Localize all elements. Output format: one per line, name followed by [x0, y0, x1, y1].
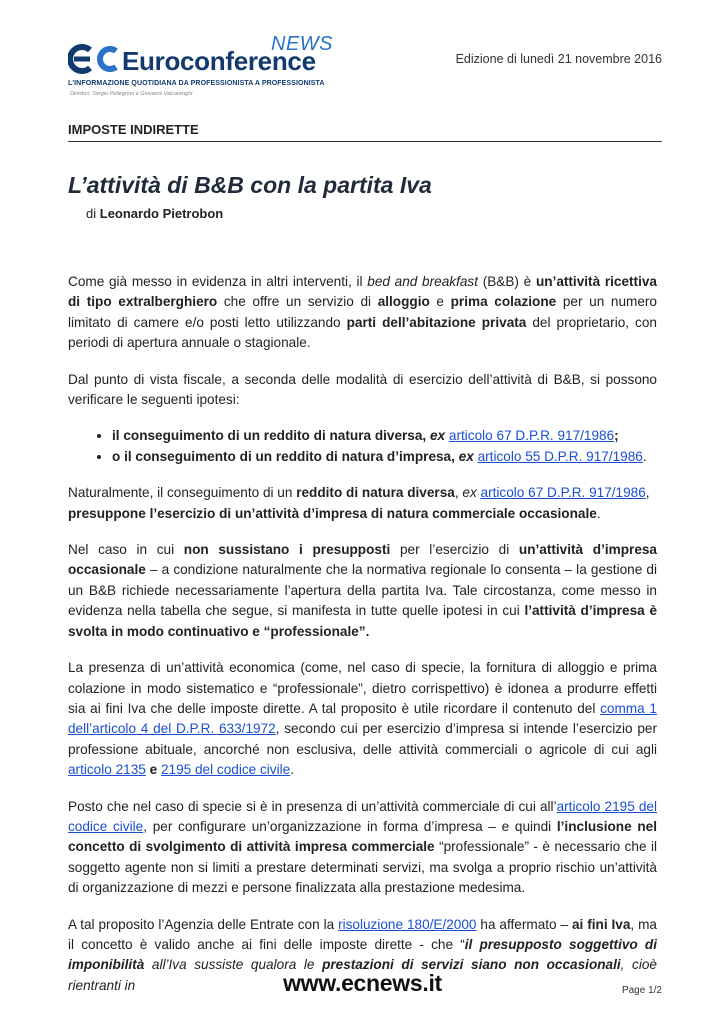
byline-prefix: di	[86, 206, 97, 221]
text-bold: alloggio	[377, 294, 430, 310]
text-bold: prima colazione	[450, 294, 557, 310]
text: ,	[454, 485, 463, 501]
page-header	[68, 33, 662, 106]
text: e	[429, 294, 451, 310]
list-item	[112, 426, 657, 446]
text-italic: bed and breakfast	[367, 274, 478, 289]
text-bold: non sussistano i presupposti	[183, 542, 391, 558]
author-name: Leonardo Pietrobon	[99, 206, 224, 221]
text-bold: ai fini Iva	[571, 916, 631, 932]
link-articolo-67[interactable]: articolo 67 D.P.R. 917/1986	[480, 485, 646, 501]
text-italic: ex	[430, 428, 446, 444]
paragraph-2: Dal punto di vista fiscale, a seconda delle modalità di esercizio dell’attività di B&B, si possono verificare le seguenti ipotesi:	[68, 371, 657, 408]
text-bold: o il conseguimento di un reddito di natura d’impresa,	[112, 448, 459, 464]
text: “professionale” - è necessario che il soggetto agente non si limiti a prestare determinati servizi, ma svolga a proprio rischio un’attività di organizzazione di mezzi e persone finalizzata alla prestazione medesima.	[68, 839, 657, 896]
text-bold: presuppone l’esercizio di un’attività d’impresa di natura commerciale occasionale	[68, 505, 597, 521]
text: ,	[645, 485, 650, 501]
text: A tal proposito l’Agenzia delle Entrate con la	[68, 916, 339, 932]
article-title: L’attività di B&B con la partita Iva	[68, 172, 432, 198]
hypotheses-list	[68, 426, 657, 467]
text: , per configurare un’organizzazione in forma d’impresa – e quindi	[143, 818, 557, 834]
brand-news: NEWS	[271, 33, 333, 55]
text-bold: un’attività d’impresa occasionale	[68, 542, 657, 578]
text-italic: ex	[458, 448, 474, 464]
text-bold: parti dell’abitazione privata	[346, 314, 527, 330]
text-bold: e	[145, 762, 161, 778]
link-risoluzione-180[interactable]: risoluzione 180/E/2000	[338, 916, 477, 932]
footer-website: www.ecnews.it	[283, 970, 442, 996]
brand-name: Euroconference	[122, 46, 316, 76]
text: , secondo cui per esercizio d’impresa si intende l’esercizio per professione abituale, ancorché non esclusiva, delle attività commerciali o agricole di cui agli	[68, 721, 657, 757]
paragraph-4	[68, 540, 657, 642]
text: Naturalmente, il conseguimento di un	[68, 485, 297, 501]
text: .	[642, 448, 647, 464]
text-bold: ;	[614, 428, 619, 444]
text: del proprietario, con periodi di apertura annuale o stagionale.	[68, 314, 657, 351]
text-bold: l’attività d’impresa è svolta in modo continuativo e “professionale”.	[68, 603, 657, 639]
text-bold: l’inclusione nel concetto di svolgimento di attività impresa commerciale	[68, 818, 657, 855]
edition-date: Edizione di lunedì 21 novembre 2016	[455, 52, 662, 66]
text: .	[290, 762, 294, 778]
section-heading: IMPOSTE INDIRETTE	[68, 122, 662, 142]
paragraph-3	[68, 483, 657, 524]
text: .	[596, 505, 601, 521]
paragraph-1	[68, 272, 657, 354]
text: (B&B) è	[477, 274, 536, 289]
text: – a condizione naturalmente che la normativa regionale lo consenta – la gestione di un B&B richiede necessariamente l’apertura della partita Iva. Tale circostanza, come messo in evidenza nella tabella che segue, si manifesta in tutte quelle ipotesi in cui	[68, 562, 657, 619]
link-dpr-633[interactable]: comma 1 dell’articolo 4 del D.P.R. 633/1972	[68, 700, 657, 737]
list-item	[112, 447, 657, 467]
text: , ma il concetto è valido anche ai fini delle imposte dirette - che “	[68, 916, 657, 952]
text: ha affermato –	[476, 916, 572, 932]
page-number: Page 1/2	[621, 985, 662, 996]
text-italic: , cioè rientranti in	[68, 957, 657, 993]
text: La presenza di un’attività economica (come, nel caso di specie, la fornitura di alloggio e prima colazione in modo sistematico e “professionale”, dietro corrispettivo) è idonea a produrre effetti sia ai fini Iva che delle imposte dirette. A tal proposito è utile ricordare il contenuto del	[68, 660, 657, 716]
link-2195-codice-civile[interactable]: 2195 del codice civile	[160, 762, 291, 778]
text-italic: all’Iva sussiste qualora le	[144, 957, 323, 973]
link-articolo-55[interactable]: articolo 55 D.P.R. 917/1986	[477, 448, 643, 464]
text-bold-italic: prestazioni di servizi siano non occasionali	[322, 957, 621, 973]
text-bold: il conseguimento di un reddito di natura diversa,	[112, 428, 430, 444]
text: Come già messo in evidenza in altri interventi, il	[68, 274, 368, 289]
paragraph-6	[68, 797, 657, 899]
link-articolo-2195[interactable]: articolo 2195 del codice civile	[68, 798, 657, 834]
text: per un numero limitato di camere e/o posti letto utilizzando	[68, 294, 657, 330]
directors-line: Direttori: Sergio Pellegrino e Giovanni Valcarenghi	[70, 91, 193, 97]
link-articolo-2135[interactable]: articolo 2135	[68, 762, 146, 778]
euroconference-logo-icon	[68, 42, 120, 76]
text: che offre un servizio di	[217, 294, 378, 310]
text-italic: ex	[462, 485, 477, 501]
brand-tagline: L'INFORMAZIONE QUOTIDIANA DA PROFESSIONISTA A PROFESSIONISTA	[68, 80, 325, 87]
text-bold: reddito di natura diversa	[296, 485, 455, 501]
text: per l’esercizio di	[390, 542, 519, 558]
text-bold: un’attività ricettiva di tipo extralberghiero	[68, 274, 657, 310]
link-articolo-67[interactable]: articolo 67 D.P.R. 917/1986	[448, 428, 615, 444]
byline	[86, 206, 223, 221]
text: Nel caso in cui	[68, 542, 184, 558]
text-bold-italic: il presupposto soggettivo di imponibilità	[68, 936, 657, 973]
paragraph-5	[68, 658, 657, 780]
text: Posto che nel caso di specie si è in presenza di un’attività commerciale di cui all’	[68, 798, 557, 814]
article-body	[68, 272, 657, 1012]
